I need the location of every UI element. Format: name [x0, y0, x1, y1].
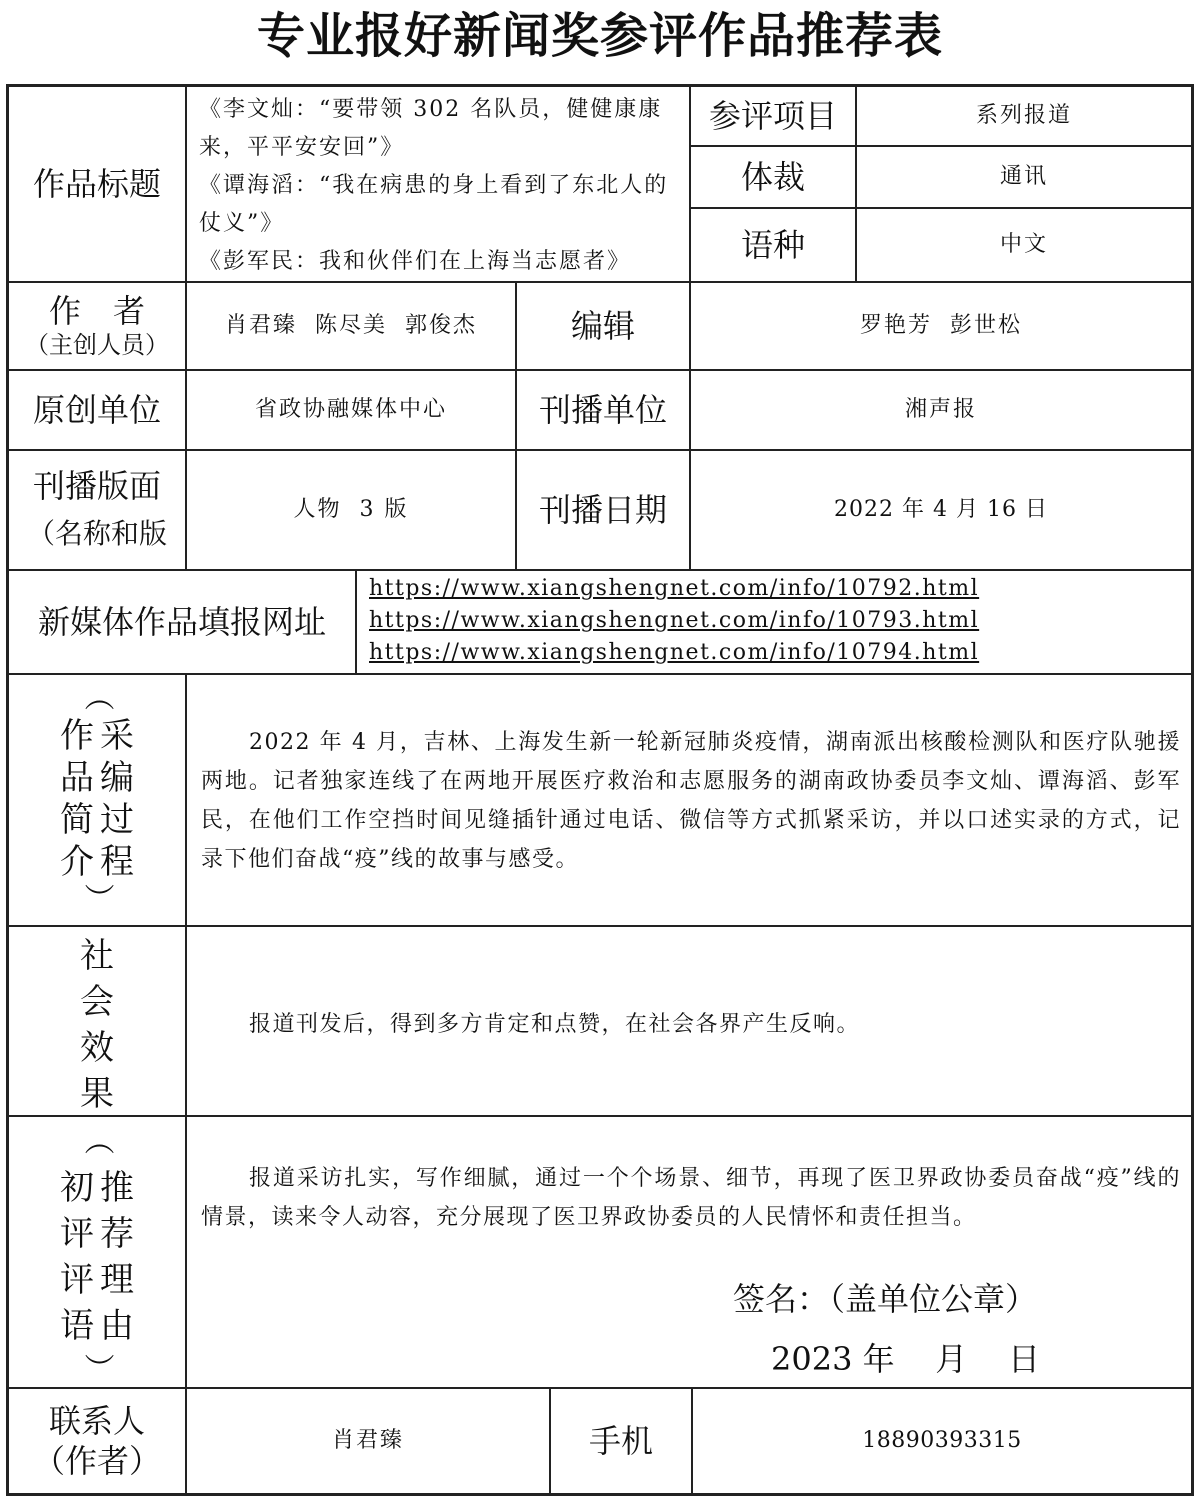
intro-label-cell	[8, 674, 186, 926]
publish-date-label: 刊播日期	[538, 491, 667, 529]
url-link[interactable]: https://www.xiangshengnet.com/info/10794.html	[369, 640, 980, 665]
editor-value-cell	[690, 282, 1192, 370]
review-paren-close: ）	[80, 1353, 115, 1383]
effect-label-cell	[8, 926, 186, 1116]
publish-unit-label-cell	[516, 370, 690, 450]
review-label-char: 理	[100, 1260, 134, 1300]
work-title-label: 作品标题	[32, 165, 161, 203]
contact-value: 肖君臻	[331, 1428, 404, 1453]
work-title-value-cell	[186, 86, 690, 282]
intro-label-char: 简	[60, 800, 94, 840]
project-value-cell	[856, 86, 1192, 146]
original-unit-value-cell	[186, 370, 516, 450]
publish-date-value: 2022 年 4 月 16 日	[834, 497, 1048, 522]
review-label-char: 推	[100, 1168, 134, 1208]
contact-label: 联系人	[48, 1402, 145, 1440]
project-label: 参评项目	[708, 97, 837, 135]
url-link[interactable]: https://www.xiangshengnet.com/info/10792.html	[369, 576, 980, 601]
intro-label-char: 介	[60, 842, 94, 882]
contact-value-cell	[186, 1388, 550, 1494]
original-unit-label-cell	[8, 370, 186, 450]
review-label-char: 评	[60, 1260, 94, 1300]
editor-label: 编辑	[570, 307, 635, 345]
language-value-cell	[856, 208, 1192, 282]
review-label-char: 初	[60, 1168, 94, 1208]
review-label-char: 评	[60, 1214, 94, 1254]
intro-label-char: 采	[100, 716, 134, 756]
intro-label-char: 程	[100, 842, 134, 882]
layout-label: 刊播版面	[32, 467, 161, 505]
urls-label: 新媒体作品填报网址	[37, 603, 326, 641]
author-label: 作 者	[48, 292, 145, 330]
intro-label-char: 过	[100, 800, 134, 840]
intro-label	[60, 715, 134, 883]
phone-label-cell	[550, 1388, 692, 1494]
intro-label-char: 作	[60, 716, 94, 756]
project-label-cell	[690, 86, 856, 146]
effect-label-char: 果	[80, 1074, 114, 1114]
intro-label-char: 编	[100, 758, 134, 798]
author-sublabel: （主创人员）	[25, 331, 169, 359]
review-date: 2023 年 月 日	[771, 1340, 1040, 1378]
genre-value: 通讯	[999, 164, 1048, 189]
publish-unit-value-cell	[690, 370, 1192, 450]
layout-value-cell	[186, 450, 516, 570]
intro-paren-open: （	[80, 681, 115, 711]
editor-value: 罗艳芳 彭世松	[860, 313, 1022, 338]
url-link[interactable]: https://www.xiangshengnet.com/info/10793.html	[369, 608, 980, 633]
publish-unit-label: 刊播单位	[538, 391, 667, 429]
contact-label-cell	[8, 1388, 186, 1494]
original-unit-value: 省政协融媒体中心	[254, 397, 447, 422]
phone-value-cell	[692, 1388, 1192, 1494]
genre-label: 体裁	[740, 158, 805, 196]
intro-text: 2022 年 4 月，吉林、上海发生新一轮新冠肺炎疫情，湖南派出核酸检测队和医疗队驰援两地。记者独家连线了在两地开展医疗救治和志愿服务的湖南政协委员李文灿、谭海滔、彭军民，在他们工作空挡时间见缝插针通过电话、微信等方式抓紧采访，并以口述实录的方式，记录下他们奋战“疫”线的故事与感受。	[201, 730, 1181, 872]
original-unit-label: 原创单位	[32, 391, 161, 429]
work-title-line: 《谭海滔：“我在病患的身上看到了东北人的仗义”》	[199, 173, 669, 236]
review-label	[60, 1165, 134, 1349]
intro-paren-close: ）	[80, 883, 115, 913]
review-signature: 签名：（盖单位公章）	[733, 1280, 1038, 1318]
intro-value-cell	[186, 674, 1192, 926]
author-value-cell	[186, 282, 516, 370]
language-label: 语种	[740, 226, 805, 264]
urls-label-cell	[8, 570, 356, 674]
author-value: 肖君臻 陈尽美 郭俊杰	[225, 313, 477, 338]
phone-label: 手机	[588, 1422, 653, 1460]
urls-value-cell	[356, 570, 1192, 674]
publish-date-label-cell	[516, 450, 690, 570]
publish-date-value-cell	[690, 450, 1192, 570]
review-text: 报道采访扎实，写作细腻，通过一个个场景、细节，再现了医卫界政协委员奋战“疫”线的情景，读来令人动容，充分展现了医卫界政协委员的人民情怀和责任担当。	[201, 1166, 1181, 1230]
work-title-line: 《李文灿：“要带领 302 名队员，健健康康来，平平安安回”》	[199, 97, 663, 160]
editor-label-cell	[516, 282, 690, 370]
publish-unit-value: 湘声报	[904, 397, 977, 422]
phone-value: 18890393315	[862, 1428, 1022, 1453]
intro-label-char: 品	[60, 758, 94, 798]
author-label-cell	[8, 282, 186, 370]
effect-label-char: 会	[80, 982, 114, 1022]
project-value: 系列报道	[975, 103, 1072, 128]
effect-value-cell	[186, 926, 1192, 1116]
effect-label-char: 效	[80, 1028, 114, 1068]
review-label-cell	[8, 1116, 186, 1388]
page-title: 专业报好新闻奖参评作品推荐表	[256, 8, 943, 64]
contact-sublabel: （作者）	[32, 1442, 161, 1480]
language-value: 中文	[999, 232, 1048, 257]
work-title-line: 《彭军民：我和伙伴们在上海当志愿者》	[199, 249, 632, 274]
review-label-char: 由	[100, 1306, 134, 1346]
effect-text: 报道刊发后，得到多方肯定和点赞，在社会各界产生反响。	[249, 1012, 861, 1037]
genre-value-cell	[856, 146, 1192, 208]
review-paren-open: （	[80, 1125, 115, 1155]
review-label-char: 语	[60, 1306, 94, 1346]
genre-label-cell	[690, 146, 856, 208]
effect-label-char: 社	[80, 936, 114, 976]
recommendation-form	[6, 84, 1194, 1496]
review-label-char: 荐	[100, 1214, 134, 1254]
language-label-cell	[690, 208, 856, 282]
layout-label-cell	[8, 450, 186, 570]
layout-value: 人物 3 版	[293, 497, 409, 522]
layout-sublabel: （名称和版	[26, 517, 167, 550]
work-title-label-cell	[8, 86, 186, 282]
review-value-cell	[186, 1116, 1192, 1388]
